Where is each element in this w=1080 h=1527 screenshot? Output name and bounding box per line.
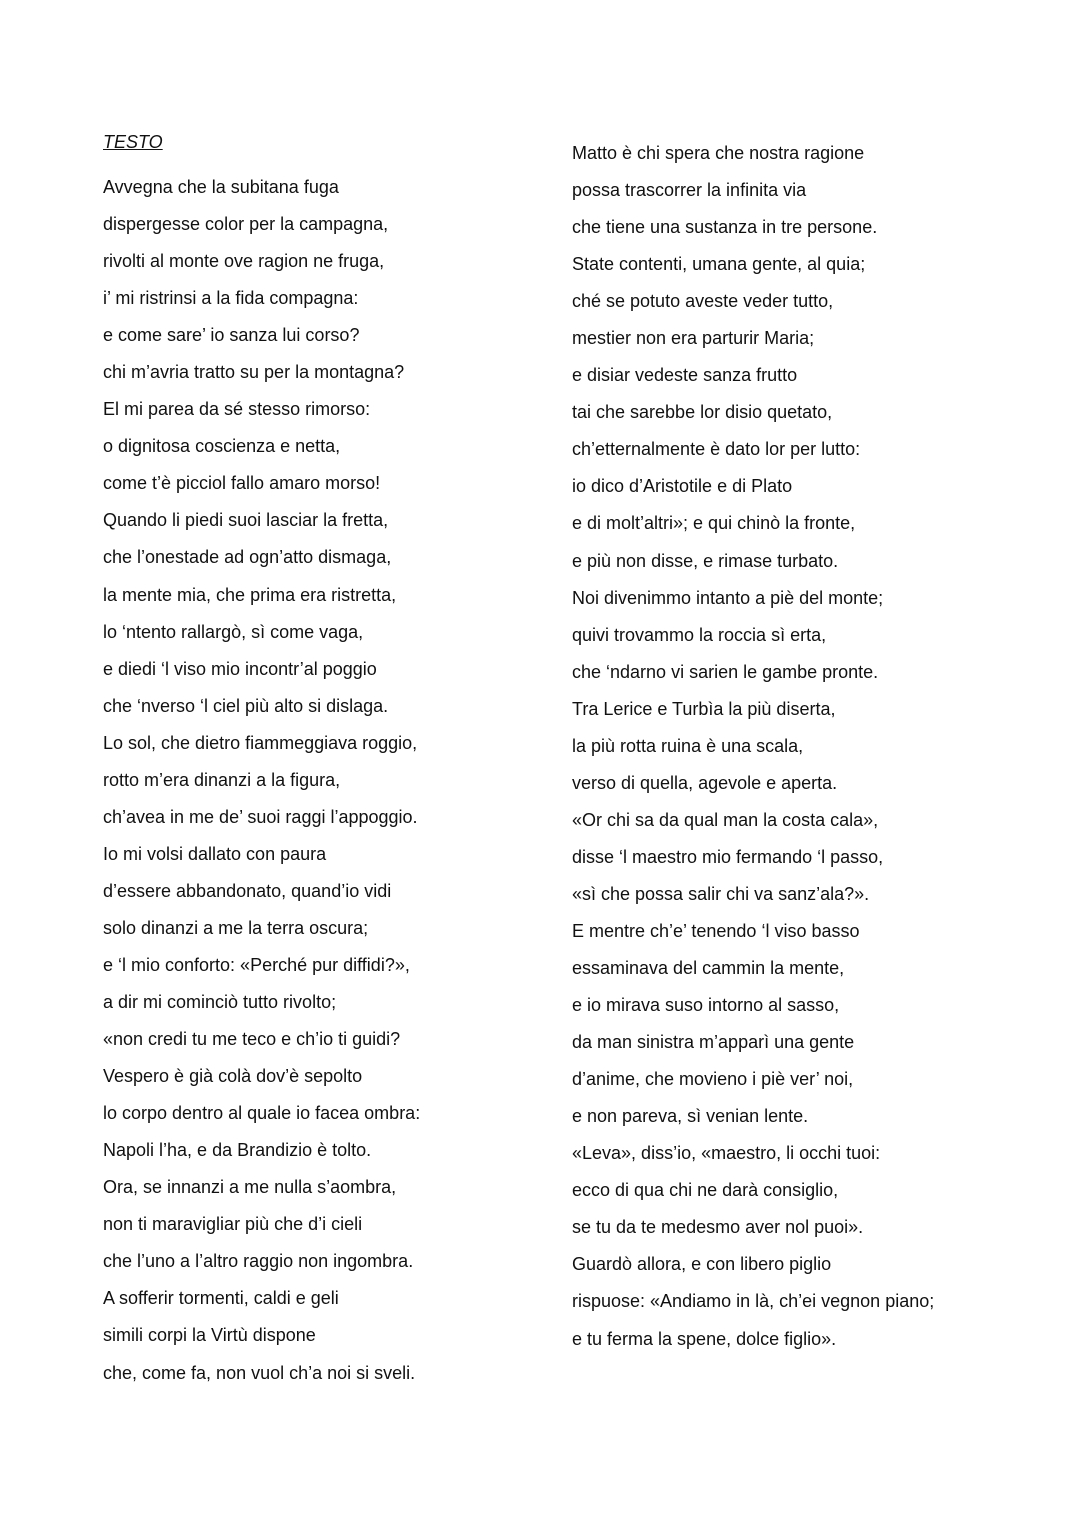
verse-line: «non credi tu me teco e ch’io ti guidi? [103, 1029, 401, 1050]
verse-line: Ora, se innanzi a me nulla s’aombra, [103, 1177, 397, 1198]
verse-line: «sì che possa salir chi va sanz’ala?». [572, 883, 870, 904]
verse-line: come t’è picciol fallo amaro morso! [103, 473, 381, 494]
verse-line: verso di quella, agevole e aperta. [572, 772, 838, 793]
verse-line: tai che sarebbe lor disio quetato, [572, 402, 833, 423]
verse-line: e diedi ‘l viso mio incontr’al poggio [103, 658, 377, 679]
verse-line: e io mirava suso intorno al sasso, [572, 995, 840, 1016]
verse-line: quivi trovammo la roccia sì erta, [572, 624, 827, 645]
verse-line: simili corpi la Virtù dispone [103, 1325, 316, 1346]
verse-line: State contenti, umana gente, al quia; [572, 254, 866, 275]
verse-line: e non pareva, sì venian lente. [572, 1106, 809, 1127]
verse-line: se tu da te medesmo aver nol puoi». [572, 1217, 864, 1238]
right-verse-list [572, 135, 934, 1358]
verse-line: i’ mi ristrinsi a la fida compagna: [103, 288, 359, 309]
verse-line: che, come fa, non vuol ch’a noi si sveli. [103, 1362, 416, 1383]
verse-line: «Leva», diss’io, «maestro, li occhi tuoi: [572, 1143, 881, 1164]
verse-line: El mi parea da sé stesso rimorso: [103, 399, 371, 420]
verse-line: Quando li piedi suoi lasciar la fretta, [103, 510, 389, 531]
verse-line: Napoli l’ha, e da Brandizio è tolto. [103, 1140, 372, 1161]
verse-line: che l’onestade ad ogn’atto dismaga, [103, 547, 392, 568]
verse-line: d’essere abbandonato, quand’io vidi [103, 880, 392, 901]
left-verse-list [103, 169, 420, 1392]
section-heading: TESTO [103, 132, 163, 152]
verse-line: e ‘l mio conforto: «Perché pur diffidi?», [103, 954, 410, 975]
verse-line: ché se potuto aveste veder tutto, [572, 291, 834, 312]
verse-line: che l’uno a l’altro raggio non ingombra. [103, 1251, 414, 1272]
verse-line: che ‘nverso ‘l ciel più alto si dislaga. [103, 695, 389, 716]
verse-line: Lo sol, che dietro fiammeggiava roggio, [103, 732, 418, 753]
verse-line: e come sare’ io sanza lui corso? [103, 325, 360, 346]
verse-line: rivolti al monte ove ragion ne fruga, [103, 251, 385, 272]
verse-line: rispuose: «Andiamo in là, ch’ei vegnon piano; [572, 1291, 935, 1312]
verse-line: e più non disse, e rimase turbato. [572, 550, 839, 571]
verse-line: da man sinistra m’apparì una gente [572, 1032, 855, 1053]
verse-line: a dir mi cominciò tutto rivolto; [103, 992, 337, 1013]
verse-line: chi m’avria tratto su per la montagna? [103, 362, 405, 383]
verse-line: ch’avea in me de’ suoi raggi l’appoggio. [103, 806, 418, 827]
verse-line: Avvegna che la subitana fuga [103, 177, 339, 197]
verse-line: io dico d’Aristotile e di Plato [572, 476, 793, 497]
verse-line: lo ‘ntento rallargò, sì come vaga, [103, 621, 364, 642]
verse-line: mestier non era parturir Maria; [572, 328, 815, 349]
verse-line: essaminava del cammin la mente, [572, 958, 845, 979]
verse-line: o dignitosa coscienza e netta, [103, 436, 341, 457]
verse-line: dispergesse color per la campagna, [103, 214, 389, 235]
verse-line: «Or chi sa da qual man la costa cala», [572, 809, 879, 830]
verse-line: A sofferir tormenti, caldi e geli [103, 1288, 339, 1309]
verse-line: e disiar vedeste sanza frutto [572, 365, 798, 386]
verse-line: ch’etternalmente è dato lor per lutto: [572, 439, 861, 460]
verse-line: la più rotta ruina è una scala, [572, 735, 804, 756]
verse-line: non ti maravigliar più che d’i cieli [103, 1214, 363, 1235]
verse-line: che tiene una sustanza in tre persone. [572, 217, 878, 238]
verse-line: disse ‘l maestro mio fermando ‘l passo, [572, 846, 884, 867]
verse-line: e tu ferma la spene, dolce figlio». [572, 1328, 837, 1349]
verse-line: Tra Lerice e Turbìa la più diserta, [572, 698, 836, 719]
verse-line: ecco di qua chi ne darà consiglio, [572, 1180, 839, 1201]
verse-line: Noi divenimmo intanto a piè del monte; [572, 587, 884, 608]
verse-line: solo dinanzi a me la terra oscura; [103, 917, 369, 938]
verse-line: e di molt’altri»; e qui chinò la fronte, [572, 513, 856, 534]
verse-line: Guardò allora, e con libero piglio [572, 1254, 832, 1275]
verse-line: Io mi volsi dallato con paura [103, 843, 327, 864]
verse-line: possa trascorrer la infinita via [572, 180, 807, 201]
verse-line: Vespero è già colà dov’è sepolto [103, 1066, 363, 1087]
verse-line: che ‘ndarno vi sarien le gambe pronte. [572, 661, 879, 682]
verse-line: la mente mia, che prima era ristretta, [103, 584, 397, 605]
verse-line: E mentre ch’e’ tenendo ‘l viso basso [572, 920, 860, 941]
verse-line: d’anime, che movieno i piè ver’ noi, [572, 1069, 854, 1090]
verse-line: lo corpo dentro al quale io facea ombra: [103, 1103, 421, 1124]
verse-line: rotto m’era dinanzi a la figura, [103, 769, 341, 790]
verse-line: Matto è chi spera che nostra ragione [572, 143, 865, 163]
